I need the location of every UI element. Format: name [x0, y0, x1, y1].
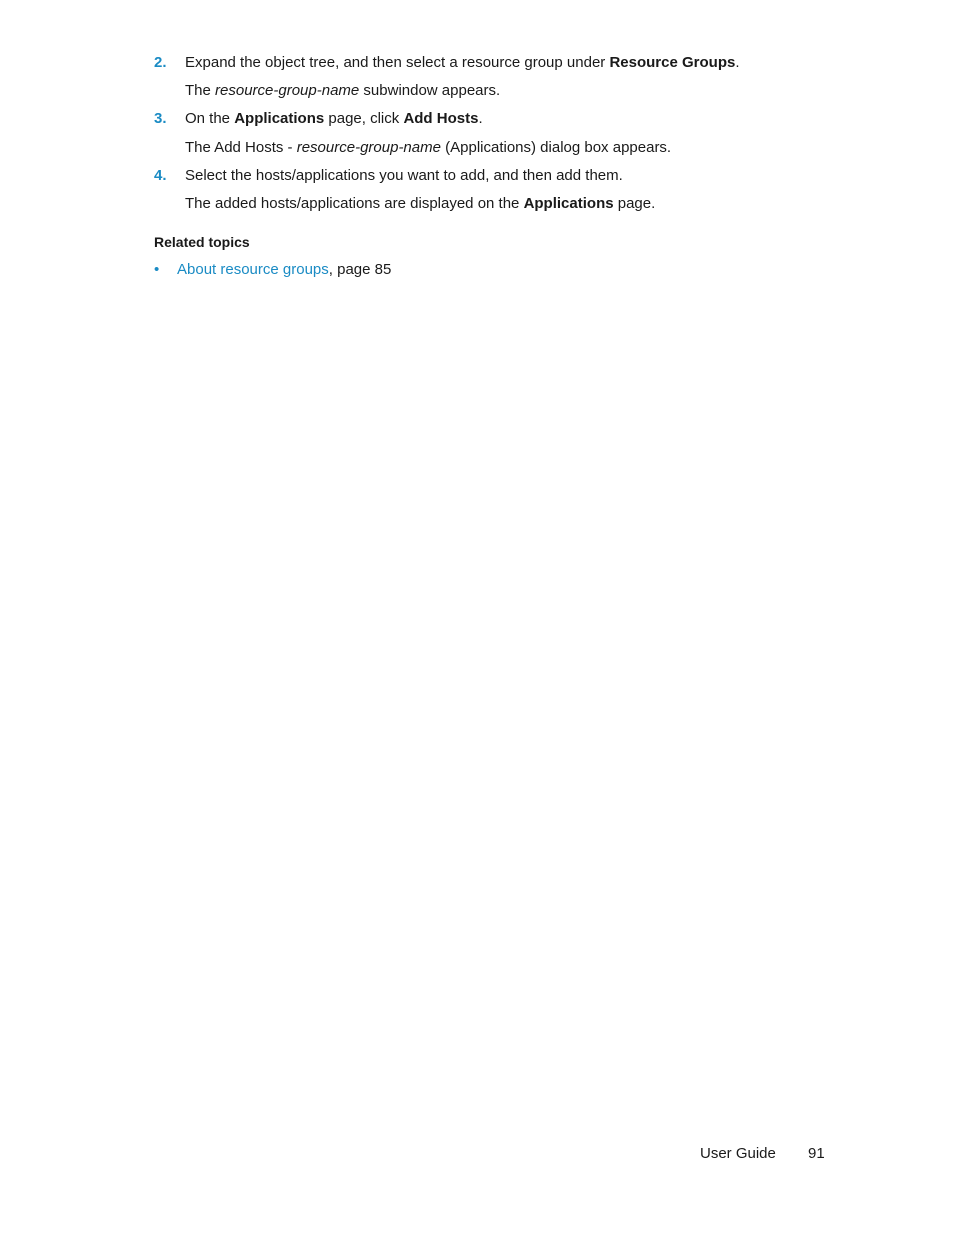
related-topics-heading: Related topics	[154, 234, 250, 250]
step-2-result: The resource-group-name subwindow appears.	[185, 82, 501, 99]
step-4-result: The added hosts/applications are displayed on the Applications page.	[185, 195, 656, 212]
footer-document-title: User Guide	[700, 1145, 776, 1162]
placeholder-term: resource-group-name	[296, 139, 441, 156]
step-number: 4.	[154, 167, 167, 184]
step-number: 3.	[154, 110, 167, 127]
step-text: Expand the object tree, and then select a resource group under Resource Groups.	[185, 54, 740, 71]
about-resource-groups-link[interactable]: About resource groups	[177, 261, 329, 278]
ui-term-resource-groups: Resource Groups	[609, 54, 736, 71]
step-text: Select the hosts/applications you want to add, and then add them.	[185, 167, 623, 184]
placeholder-term: resource-group-name	[215, 82, 360, 99]
footer-page-number: 91	[808, 1145, 825, 1162]
related-topic-item	[154, 260, 391, 280]
step-3-result: The Add Hosts - resource-group-name (Applications) dialog box appears.	[185, 139, 672, 156]
step-number: 2.	[154, 54, 167, 71]
ui-term-add-hosts: Add Hosts	[403, 110, 479, 127]
ui-term-applications: Applications	[523, 195, 614, 212]
step-text: On the Applications page, click Add Hosts.	[185, 110, 483, 127]
page-reference: , page 85	[328, 261, 392, 278]
ui-term-applications: Applications	[234, 110, 325, 127]
bullet-icon: •	[154, 261, 160, 278]
